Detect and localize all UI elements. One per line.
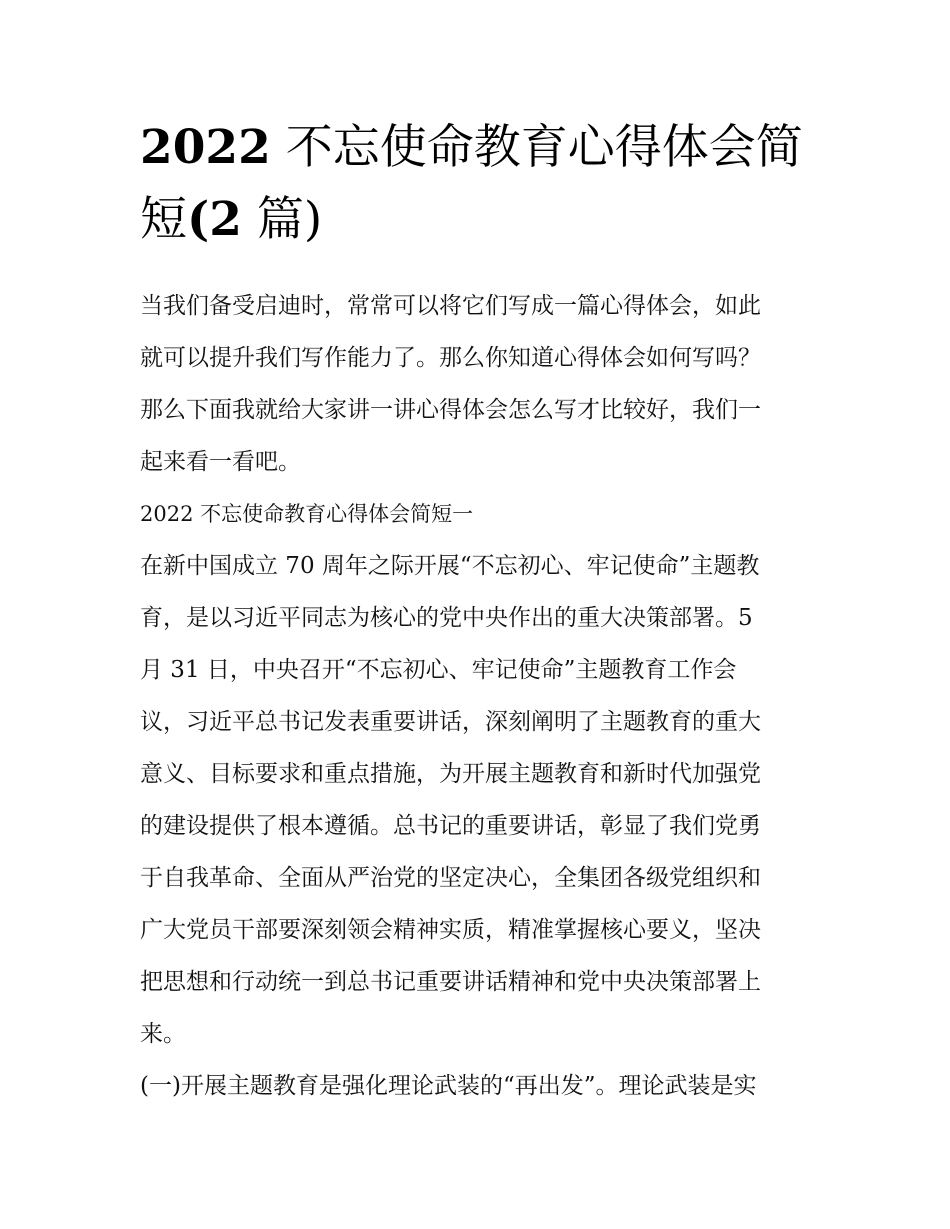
intro-line: 当我们备受启迪时，常常可以将它们写成一篇心得体会，如此	[140, 293, 761, 319]
section-heading: 2022 不忘使命教育心得体会简短一	[140, 502, 474, 526]
document-page	[140, 112, 812, 1112]
body-line: 议，习近平总书记发表重要讲话，深刻阐明了主题教育的重大	[140, 709, 761, 735]
intro-line: 起来看一看吧。	[140, 449, 301, 475]
intro-line: 那么下面我就给大家讲一讲心得体会怎么写才比较好，我们一	[140, 397, 761, 423]
intro-line: 就可以提升我们写作能力了。那么你知道心得体会如何写吗？	[140, 345, 761, 371]
body-line: 来。	[140, 1021, 186, 1047]
title-count: (2	[187, 192, 242, 247]
body-line: 广大党员干部要深刻领会精神实质，精准掌握核心要义，坚决	[140, 917, 761, 943]
body-paragraph	[140, 540, 812, 1112]
title-text-line1: 不忘使命教育心得体会简	[270, 120, 803, 175]
title-text-line2-prefix: 短	[140, 192, 187, 247]
body-line: 月 31 日，中央召开“不忘初心、牢记使命”主题教育工作会	[140, 657, 737, 683]
body-line: (一)开展主题教育是强化理论武装的“再出发”。理论武装是实	[140, 1073, 757, 1099]
body-line: 于自我革命、全面从严治党的坚定决心，全集团各级党组织和	[140, 865, 761, 891]
intro-paragraph	[140, 280, 812, 488]
title-year: 2022	[140, 120, 271, 175]
body-line: 把思想和行动统一到总书记重要讲话精神和党中央决策部署上	[140, 969, 761, 995]
title-text-line2-rest: 篇)	[241, 192, 323, 247]
body-line: 育，是以习近平同志为核心的党中央作出的重大决策部署。5	[140, 605, 753, 631]
body-line: 在新中国成立 70 周年之际开展“不忘初心、牢记使命”主题教	[140, 553, 760, 579]
page-title	[140, 112, 812, 256]
body-line: 意义、目标要求和重点措施，为开展主题教育和新时代加强党	[140, 761, 761, 787]
body-line: 的建设提供了根本遵循。总书记的重要讲话，彰显了我们党勇	[140, 813, 761, 839]
